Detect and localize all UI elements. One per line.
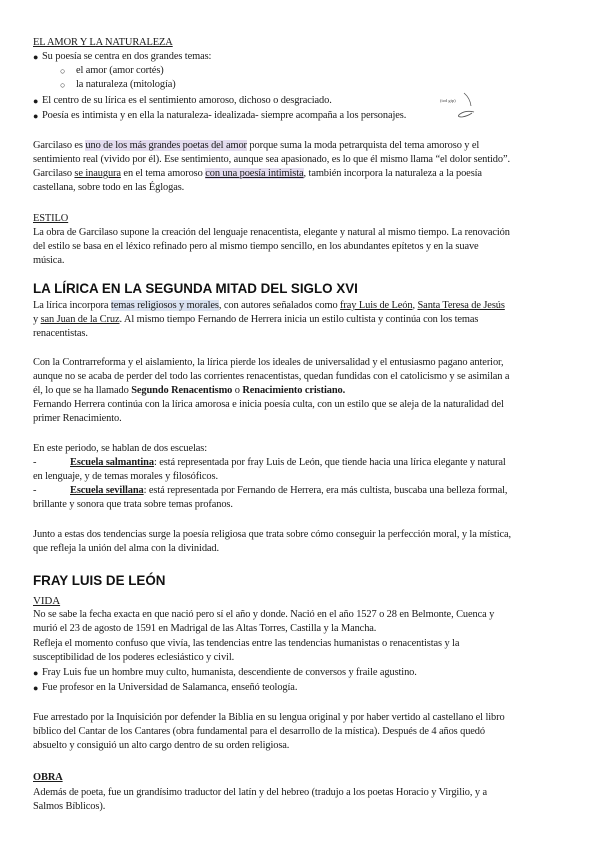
paragraph-line: No se sabe la fecha exacta en que nació pero sí el año y donde. Nació en el año 1527 o 28 en Belmonte, Cuenca y: [33, 609, 495, 620]
circle-bullet-icon: ○: [60, 80, 66, 90]
paragraph-line: La lírica incorpora temas religiosos y morales, con autores señalados como fray Luis de León, Santa Teresa de Jesús: [33, 300, 505, 311]
paragraph-line: y san Juan de la Cruz. Al mismo tiempo Fernando de Herrera inicia un estilo cultista y continúa con los temas: [33, 314, 479, 325]
paragraph-line: Garcilaso se inaugura en el tema amoroso con una poesía intimista, también incorpora la naturaleza a la poesía: [33, 168, 482, 179]
school-item: Escuela salmantina: está representada por fray Luis de León, que tiende hacia una lírica elegante y natural: [70, 457, 506, 468]
paragraph-line: en lenguaje, y de temas morales y filosóficos.: [33, 471, 218, 482]
subheading-obra: OBRA: [33, 772, 63, 783]
paragraph-line: del estilo se basa en el léxico refinado pero al mismo tiempo sencillo, en los abundantes epítetos y en la suave: [33, 241, 479, 252]
bullet-text: Fue profesor en la Universidad de Salamanca, enseñó teología.: [42, 682, 298, 693]
bullet-icon: ●: [33, 111, 39, 121]
section-heading-lirica: LA LÍRICA EN LA SEGUNDA MITAD DEL SIGLO XVI: [33, 281, 358, 296]
section-heading-fray-luis: FRAY LUIS DE LEÓN: [33, 573, 166, 588]
bullet-text: Poesía es intimista y en ella la naturaleza- idealizada- siempre acompaña a los personajes.: [42, 110, 407, 121]
handwritten-mark-icon: [462, 92, 474, 108]
paragraph-line: Salmos Bíblicos).: [33, 801, 106, 812]
paragraph-line: murió el 23 de agosto de 1591 en Madrigal de las Altas Torres, Castilla y la Mancha.: [33, 623, 377, 634]
paragraph-line: Garcilaso es uno de los más grandes poetas del amor porque suma la moda petrarquista del tema amoroso y el: [33, 140, 480, 151]
paragraph-line: Refleja el momento confuso que vivía, las tendencias entre las tendencias humanistas o renacentistas y la: [33, 638, 460, 649]
paragraph-line: que refleja la unión del alma con la divinidad.: [33, 543, 220, 554]
bullet-icon: ●: [33, 683, 39, 693]
paragraph-line: En este periodo, se hablan de dos escuelas:: [33, 443, 208, 454]
paragraph-line: La obra de Garcilaso supone la creación del lenguaje renacentista, elegante y natural al mismo tiempo. La renovación: [33, 227, 510, 238]
bullet-icon: ●: [33, 52, 39, 62]
bullet-text: Fray Luis fue un hombre muy culto, humanista, descendiente de conversos y fraile agustino.: [42, 667, 417, 678]
section-heading-amor: EL AMOR Y LA NATURALEZA: [33, 37, 173, 48]
paragraph-line: Junto a estas dos tendencias surge la poesía religiosa que trata sobre cómo conseguir la perfección moral, y la mística,: [33, 529, 512, 540]
school-item: Escuela sevillana: está representada por Fernando de Herrera, era más cultista, buscaba una belleza formal,: [70, 485, 508, 496]
dash-marker: -: [33, 457, 37, 468]
paragraph-line: Con la Contrarreforma y el aislamiento, la lírica pierde los ideales de universalidad y el entusiasmo pagano anterior,: [33, 357, 504, 368]
paragraph-line: sentimiento real (vivido por él). Ese sentimiento, aunque sea apasionado, es lo que él mismo llama “el dolor sentido”.: [33, 154, 511, 165]
paragraph-line: renacentistas.: [33, 328, 88, 339]
sub-bullet-text: la naturaleza (mitología): [76, 79, 176, 90]
paragraph-line: él, lo que se ha llamado Segundo Renacentismo o Renacimiento cristiano.: [33, 385, 346, 396]
paragraph-line: Fue arrestado por la Inquisición por defender la Biblia en su lengua original y por haber vertido al castellano el libro: [33, 712, 505, 723]
dash-marker: -: [33, 485, 37, 496]
paragraph-line: Fernando Herrera continúa con la lírica amorosa e inicia poesía culta, con un estilo que se aleja de la naturalidad del: [33, 399, 504, 410]
paragraph-line: bíblico del Cantar de los Cantares (obra fundamental para el desarrollo de la mística). Después de 4 años quedó: [33, 726, 485, 737]
handwritten-note: (tod gip): [440, 98, 456, 103]
bullet-icon: ●: [33, 96, 39, 106]
paragraph-line: Además de poeta, fue un grandísimo traductor del latín y del hebreo (tradujo a los poetas Horacio y Virgilio, y a: [33, 787, 487, 798]
paragraph-line: música.: [33, 255, 65, 266]
paragraph-line: aunque no se acaba de perder del todo las corrientes renacentistas, quedan fundidas con el catolicismo y se asimilan a: [33, 371, 510, 382]
subheading-vida: VIDA: [33, 595, 61, 607]
bullet-text: Su poesía se centra en dos grandes temas:: [42, 51, 212, 62]
paragraph-line: susceptibilidad de los poderes eclesiástico y civil.: [33, 652, 235, 663]
circle-bullet-icon: ○: [60, 66, 66, 76]
paragraph-line: primer Renacimiento.: [33, 413, 122, 424]
sub-bullet-text: el amor (amor cortés): [76, 65, 164, 76]
paragraph-line: castellana, sobre todo en las Églogas.: [33, 182, 185, 193]
bullet-icon: ●: [33, 668, 39, 678]
paragraph-line: brillante y sonora que trata sobre temas profanos.: [33, 499, 233, 510]
paragraph-line: absuelto y consiguió un alto cargo dentro de su orden religiosa.: [33, 740, 290, 751]
bullet-text: El centro de su lírica es el sentimiento amoroso, dichoso o desgraciado.: [42, 95, 332, 106]
section-heading-estilo: ESTILO: [33, 213, 69, 224]
handwritten-arrow-icon: [452, 108, 476, 120]
